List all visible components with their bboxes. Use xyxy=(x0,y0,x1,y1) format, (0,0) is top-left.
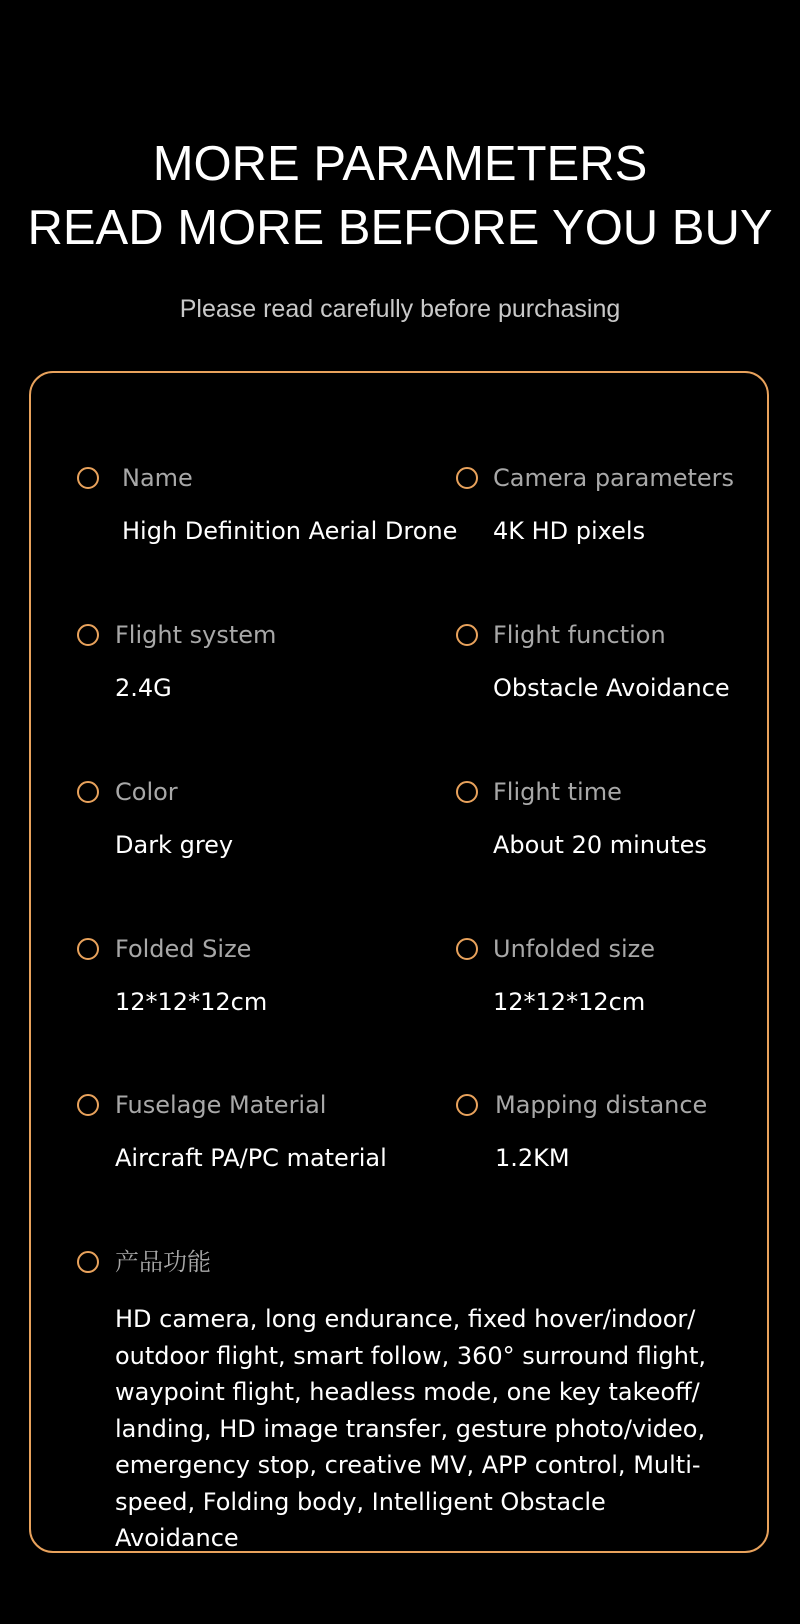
circle-bullet-icon xyxy=(77,1251,99,1273)
param-value: 1.2KM xyxy=(495,1144,570,1172)
circle-bullet-icon xyxy=(456,1094,478,1116)
param-value: 4K HD pixels xyxy=(493,517,646,545)
circle-bullet-icon xyxy=(456,467,478,489)
circle-bullet-icon xyxy=(456,624,478,646)
page-title-line-2: READ MORE BEFORE YOU BUY xyxy=(27,201,773,255)
param-value: Dark grey xyxy=(115,831,234,859)
param-value: HD camera, long endurance, fixed hover/indoor/ outdoor flight, smart follow, 360° surround flight, waypoint flight, headless mode, one key takeoff/ landing, HD image transfer, gesture photo/video, emergency stop, creative MV, APP control, Multi-speed, Folding body, Intelligent Obstacle Avoidance xyxy=(115,1305,707,1552)
circle-bullet-icon xyxy=(77,467,99,489)
circle-bullet-icon xyxy=(456,938,478,960)
param-label: Camera parameters xyxy=(493,464,735,492)
circle-bullet-icon xyxy=(456,781,478,803)
circle-bullet-icon xyxy=(77,938,99,960)
parameters-panel xyxy=(29,371,769,1553)
param-label: Flight function xyxy=(493,621,666,649)
param-label: Fuselage Material xyxy=(115,1091,327,1119)
param-label: Flight time xyxy=(493,778,622,806)
param-value: 12*12*12cm xyxy=(493,988,646,1016)
circle-bullet-icon xyxy=(77,1094,99,1116)
param-value: About 20 minutes xyxy=(493,831,707,859)
param-label: Color xyxy=(115,778,178,806)
param-label: Mapping distance xyxy=(495,1091,708,1119)
circle-bullet-icon xyxy=(77,624,99,646)
param-value: Obstacle Avoidance xyxy=(493,674,730,702)
param-value: 2.4G xyxy=(115,674,172,702)
param-value: High Definition Aerial Drone xyxy=(122,517,458,545)
param-value: 12*12*12cm xyxy=(115,988,268,1016)
param-value: Aircraft PA/PC material xyxy=(115,1144,387,1172)
param-label: Unfolded size xyxy=(493,935,655,963)
param-label: 产品功能 xyxy=(115,1248,211,1276)
page-title-line-1: MORE PARAMETERS xyxy=(152,137,648,191)
circle-bullet-icon xyxy=(77,781,99,803)
param-label: Folded Size xyxy=(115,935,252,963)
param-label: Name xyxy=(122,464,193,492)
page-subtitle: Please read carefully before purchasing xyxy=(179,295,621,323)
param-label: Flight system xyxy=(115,621,277,649)
